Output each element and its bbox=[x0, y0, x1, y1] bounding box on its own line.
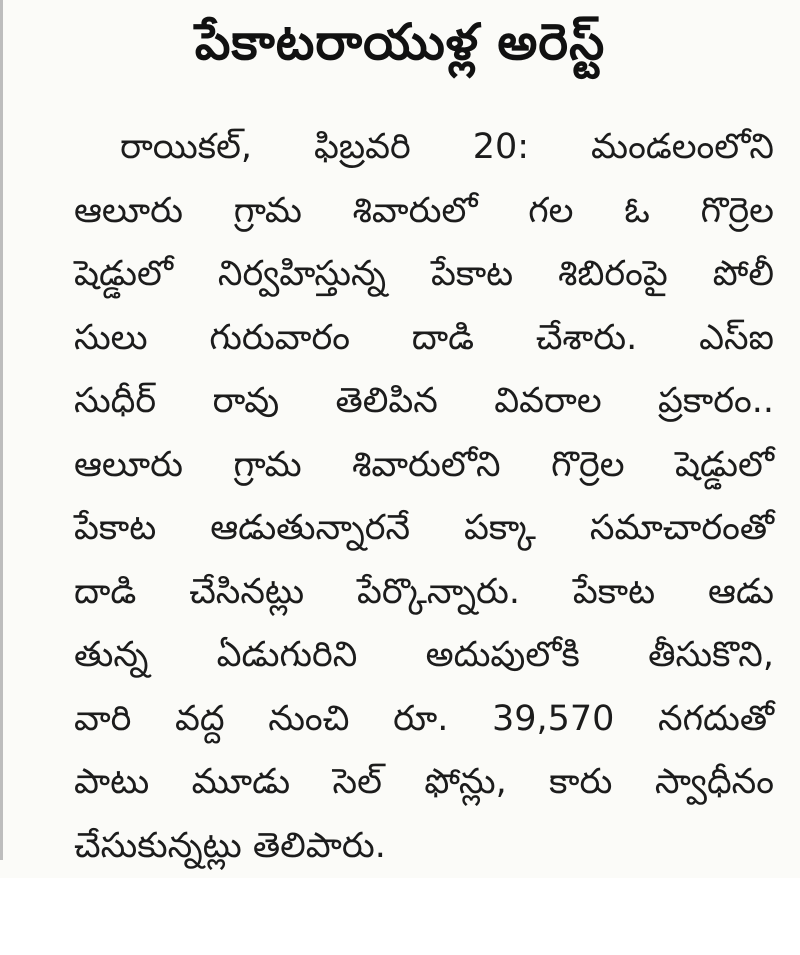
article-line: పాటు మూడు సెల్ ఫోన్లు, కారు స్వాధీనం bbox=[74, 762, 774, 802]
article-line: చేసుకున్నట్లు తెలిపారు. bbox=[74, 825, 386, 866]
article-line: తున్న ఏడుగురిని అదుపులోకి తీసుకొని, bbox=[74, 635, 774, 675]
column-rule bbox=[0, 0, 3, 860]
article-line: ఆలూరు గ్రామ శివారులోని గొర్రెల షెడ్డులో bbox=[74, 444, 774, 485]
article-line: షెడ్డులో నిర్వహిస్తున్న పేకాట శిబిరంపై పోలీ bbox=[74, 254, 774, 294]
headline: పేకాటరాయుళ్ల అరెస్ట్ bbox=[194, 13, 606, 71]
article-line: సుధీర్ రావు తెలిపిన వివరాల ప్రకారం.. bbox=[74, 381, 774, 421]
article-line: సులు గురువారం దాడి చేశారు. ఎస్ఐ bbox=[74, 317, 774, 358]
article-line: వారి వద్ద నుంచి రూ. 39,570 నగదుతో bbox=[74, 698, 774, 739]
article-line: ఆలూరు గ్రామ శివారులో గల ఓ గొర్రెల bbox=[74, 190, 774, 231]
article-body bbox=[74, 116, 774, 878]
article-line: పేకాట ఆడుతున్నారనే పక్కా సమాచారంతో bbox=[74, 508, 774, 548]
article-line: రాయికల్, ఫిబ్రవరి 20: మండలంలోని bbox=[120, 127, 774, 167]
article-line: దాడి చేసినట్లు పేర్కొన్నారు. పేకాట ఆడు bbox=[74, 571, 774, 612]
